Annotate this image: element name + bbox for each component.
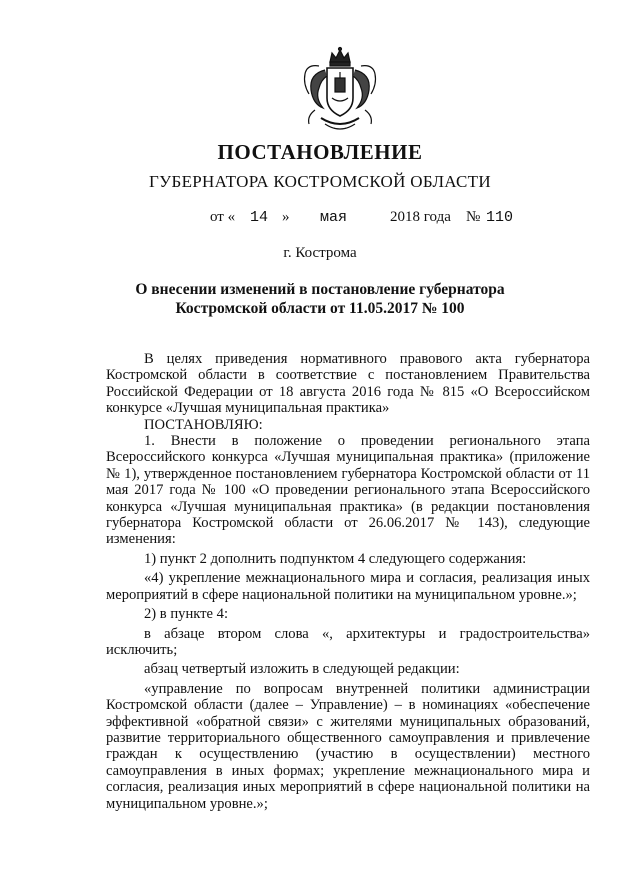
paragraph: абзац четвертый изложить в следующей редакции: <box>144 661 460 678</box>
paragraph: в абзаце втором слова «, архитектуры и градостроительства» исключить; <box>106 625 590 658</box>
date-close-quote: » <box>282 209 290 225</box>
decree-word: ПОСТАНОВЛЯЮ: <box>144 416 263 433</box>
preamble-paragraph: В целях приведения нормативного правового акта губернатора Костромской области в соответствие с постановлением Правительства Российской Федерации от 18 августа 2016 года № 815 «О Всероссийском конкурсе «Лучшая муниципальная практика» <box>106 351 590 417</box>
paragraph: «4) укрепление межнационального мира и согласия, реализация иных мероприятий в сфере национальной политики на муниципальном уровне.»; <box>106 570 590 603</box>
paragraph: 1) пункт 2 дополнить подпунктом 4 следующего содержания: <box>144 550 527 567</box>
date-year: 2018 года <box>390 209 451 225</box>
paragraph: 1. Внести в положение о проведении регионального этапа Всероссийского конкурса «Лучшая муниципальная практика» (приложение № 1), утвержденное постановлением губернатора Костромской области от 11 мая 2017 года № 100 «О проведении регионального этапа Всероссийского конкурса «Лучшая муниципальная практика» (в редакции постановления губернатора Костромской области от 26.06.2017 № 143), следующие изменения: <box>106 433 590 548</box>
city-line: г. Кострома <box>283 245 357 261</box>
document-body <box>106 351 590 812</box>
document-heading <box>0 280 640 318</box>
document-number: 110 <box>486 209 514 226</box>
document-title: ПОСТАНОВЛЕНИЕ <box>217 140 423 164</box>
date-day: 14 <box>250 209 269 226</box>
number-sign: № <box>466 209 481 225</box>
issuer-line: ГУБЕРНАТОРА КОСТРОМСКОЙ ОБЛАСТИ <box>149 172 491 191</box>
heading-line: Костромской области от 11.05.2017 № 100 <box>175 300 465 317</box>
date-month: мая <box>320 209 348 226</box>
date-prefix: от « <box>210 209 236 225</box>
heading-line: О внесении изменений в постановление губернатора <box>135 281 505 298</box>
paragraph: 2) в пункте 4: <box>144 606 229 623</box>
paragraph: «управление по вопросам внутренней политики администрации Костромской области (далее – Управление) – в номинациях «обеспечение эффективной «обратной связи» с жителями муниципальных образований, развитие территориального общественного самоуправления и привлечение граждан к осуществлению (участию в осуществлении) местного самоуправления в иных формах; укрепление межнационального мира и согласия, реализация иных мероприятий в сфере национальной политики на муниципальном уровне.»; <box>106 680 590 812</box>
coat-of-arms-emblem <box>297 46 383 134</box>
